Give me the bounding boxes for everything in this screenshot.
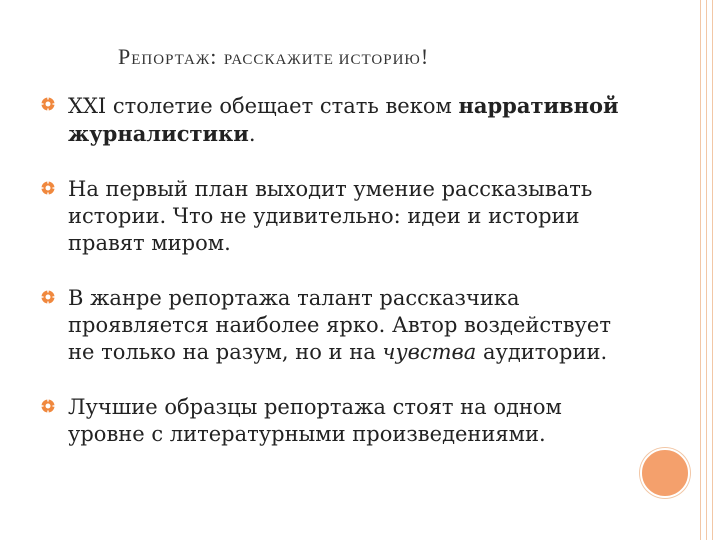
bullet-1-text: XXI столетие обещает стать веком — [68, 94, 459, 118]
bullet-2-text: На первый план выходит умение рассказывать истории. Что не удивительно: идеи и истории правят миром. — [68, 177, 593, 255]
bullet-1-end: . — [248, 122, 256, 146]
title-first-letter: Р — [118, 44, 132, 69]
bullet-list — [40, 92, 640, 448]
bullet-item-1 — [40, 92, 640, 148]
bullet-item-3 — [40, 285, 640, 366]
slide-title — [118, 44, 429, 70]
title-part-2: РАССКАЖИТЕ ИСТОРИЮ — [223, 52, 421, 68]
gear-icon — [40, 289, 56, 305]
decorative-line-2 — [706, 0, 707, 540]
bullet-3-italic-text: чувства — [382, 340, 477, 364]
bullet-item-4 — [40, 394, 640, 448]
bullet-3-text: В жанре репортажа талант рассказчика проявляется наиболее ярко. Автор воздействует не только на разум, но и на — [68, 286, 611, 364]
title-exclaim: ! — [420, 44, 430, 69]
gear-icon — [40, 398, 56, 414]
bullet-item-2 — [40, 176, 640, 257]
decorative-line-3 — [712, 0, 713, 540]
title-colon: : — [210, 44, 218, 69]
gear-icon — [40, 180, 56, 196]
gear-icon — [40, 96, 56, 112]
decorative-line-1 — [700, 0, 701, 540]
bullet-1-bold-text: нарративной журналистики — [68, 93, 619, 146]
bullet-3-end: аудитории. — [476, 340, 608, 364]
bullet-4-text: Лучшие образцы репортажа стоят на одном уровне с литературными произведениями. — [68, 395, 562, 446]
decorative-circle — [640, 448, 690, 498]
title-part-1: ЕПОРТАЖ — [131, 52, 211, 68]
